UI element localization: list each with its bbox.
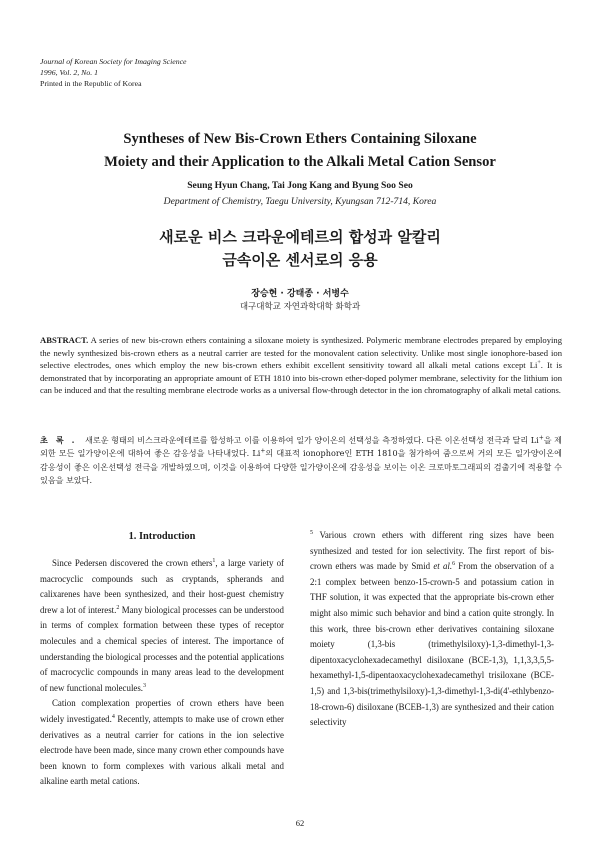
korean-title	[40, 226, 560, 272]
abstract	[40, 334, 562, 397]
journal-printed: Printed in the Republic of Korea	[40, 79, 142, 88]
intro-p2-text-c: Various crown ethers with different ring sizes have been synthesized and tested for ion selectivity. The first report of bis-crown ethers was made by Smid	[310, 530, 554, 572]
title-line-1: Syntheses of New Bis-Crown Ethers Containing Siloxane	[123, 131, 477, 147]
korean-affiliation: 대구대학교 자연과학대학 화학과	[239, 302, 361, 312]
section-heading: 1. Introduction	[128, 531, 196, 542]
intro-p1-ref-1: 1	[212, 558, 216, 565]
korean-abstract-text-2: 을 제외한 모든 일가양이온에 대하여 좋은 감응성을 나타내었다. Li	[40, 435, 562, 459]
korean-abstract-text-3: 의 대표적 ionophore인 ETH 1810을 첨가하여 줌으로써 거의 모든 일가양이온에 감응성이 좋은 이온선택성 전극을 개발하였으며, 이것을 이용하여 다양한 일가양이온에 감응성을 보이는 이온 크로마토그래피의 검출기에 적용할 수 있음을 보았다.	[40, 448, 562, 486]
journal-issue: 1996, Vol. 2, No. 1	[40, 68, 99, 77]
intro-p1-text-b: , a large variety of macrocyclic compounds such as cryptands, spherands and calixarenes have been synthesized, and their host-guest chemistry drew a lot of interest.	[40, 558, 284, 615]
korean-abstract	[40, 434, 562, 488]
abstract-label: ABSTRACT.	[40, 335, 89, 345]
intro-p2-etal: et al.	[433, 561, 453, 572]
intro-p1-ref-2: 2	[116, 604, 120, 611]
intro-p2-text-b: Recently, attempts to make use of crown ether derivatives as a neutral carrier for cations in the ion selective electrode have been made, since many crown ether compounds have been known to form complexes with various alkali metal and alkaline earth metal cations.	[40, 713, 284, 787]
intro-paragraph-1	[40, 556, 284, 696]
intro-p2-text-a: Cation complexation properties of crown ethers have been widely investigated.	[40, 698, 284, 724]
korean-title-line-1: 새로운 비스 크라운에테르의 합성과 알칼리	[159, 228, 441, 246]
korean-authors: 장승현 · 강태종 · 서병수	[251, 289, 349, 299]
intro-p2-text-d: From the observation of a 2:1 complex between benzo-15-crown-5 and potassium cation in THF solution, it was expected that the appropriate bis-crown ether might also mimic such behavior and bind a cation quite strongly. In this work, three bis-crown ether derivatives containing siloxane moiety (1,3-bis (trimethylsiloxy)-1,3-dimethyl-1,3-dipentoxacyclohexadecamethyl disiloxane (BCE-1,3), 1,1,3,3,5,5-hexamethyl-1,5-dipentaoxacyclohexadecamethyl trisiloxane (BCE-1,5) and 1,3-bis(trimethylsiloxy)-1,3-dimethyl-1,3-di(4'-ethlybenzo-18-crown-6) disiloxane (BCEB-1,3) are synthesized and their cation selectivity	[310, 561, 554, 728]
korean-title-line-2: 금속이온 센서로의 응용	[222, 251, 378, 269]
intro-p1-text-a: Since Pedersen discovered the crown ethers	[52, 558, 213, 568]
korean-abstract-text-1: 새로운 형태의 비스크라운에테르를 합성하고 이를 이용하여 일가 양이온의 선택성을 측정하였다. 다른 이온선택성 전극과 달리 Li	[82, 435, 539, 445]
intro-p2-ref-1: 4	[111, 713, 115, 720]
column-right	[310, 528, 554, 731]
journal-name: Journal of Korean Society for Imaging Science	[40, 57, 187, 66]
affiliation: Department of Chemistry, Taegu University, Kyungsan 712-714, Korea	[163, 196, 437, 207]
title-line-2: Moiety and their Application to the Alkali Metal Cation Sensor	[104, 154, 496, 170]
intro-p2-ref-2: 5	[310, 530, 313, 537]
page-number: 62	[295, 818, 305, 828]
korean-abstract-sup-2: +	[260, 447, 266, 455]
journal-info	[40, 56, 187, 89]
column-left	[40, 556, 284, 790]
paper-title	[40, 128, 560, 174]
abstract-text-2: . It is demonstrated that by incorporating an appropriate amount of ETH 1810 into bis-crown ether-doped polymer membrane, selectivity for the lithium ion can be induced and that the resulting membrane electrode works as a universal flow-through detector in the ion chromatography of alkali metal cations.	[40, 360, 562, 396]
intro-paragraph-2	[40, 696, 284, 790]
intro-paragraph-2-continued	[310, 528, 554, 731]
korean-abstract-label: 초록.	[40, 435, 83, 445]
authors: Seung Hyun Chang, Tai Jong Kang and Byung Soo Seo	[187, 180, 413, 191]
intro-p1-ref-3: 3	[143, 682, 147, 689]
intro-p1-text-c: Many biological processes can be understood in terms of complex formation between these types of receptor molecules and a chemical species of interest. The importance of understanding the biological processes and the potential applications of macrocyclic compounds in many areas lead to the development of new functional molecules.	[40, 604, 284, 693]
abstract-sup-1: +	[537, 360, 541, 367]
abstract-text-1: A series of new bis-crown ethers containing a siloxane moiety is synthesized. Polymeric membrane electrodes prepared by employing the newly synthesized bis-crown ethers as a neutral carrier are tested for the monovalent cation selectivity. Unlike most single ionophore-based ion selective electrodes, ones which employ the new bis-crown ethers exhibit excellent sensitivity toward all alkali metal cations except Li	[40, 335, 562, 371]
intro-p2-ref-3: 6	[452, 561, 456, 568]
korean-abstract-sup-1: +	[538, 434, 544, 442]
